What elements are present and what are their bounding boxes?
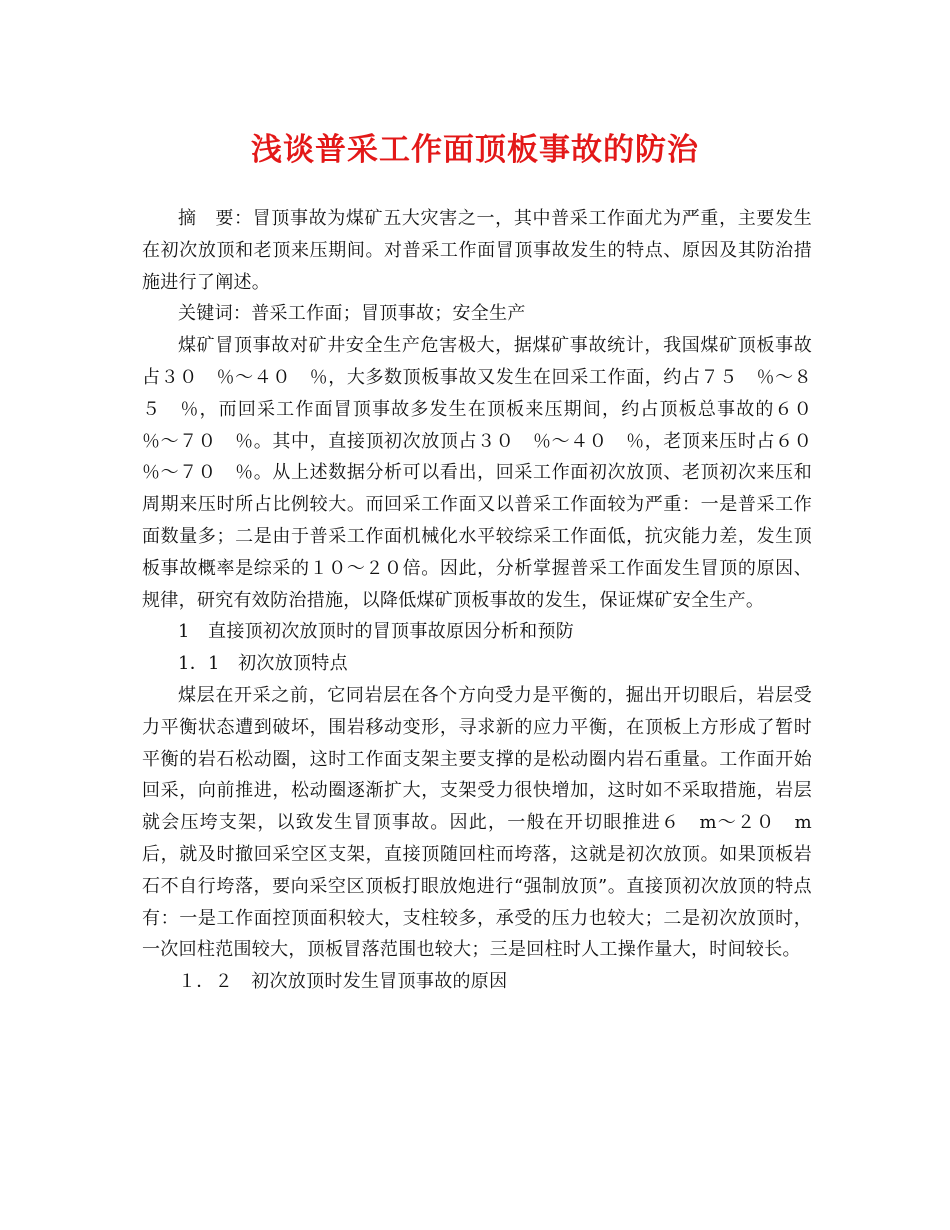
keywords-paragraph: 关键词：普采工作面；冒顶事故；安全生产 (178, 303, 526, 325)
section-1-heading: 1 直接顶初次放顶时的冒顶事故原因分析和预防 (178, 621, 575, 643)
section-1-2-heading: １．２ 初次放顶时发生冒顶事故的原因 (178, 971, 508, 993)
document-title: 浅谈普采工作面顶板事故的防治 (251, 132, 699, 168)
abstract-paragraph: 摘 要：冒顶事故为煤矿五大灾害之一，其中普采工作面尤为严重，主要发生在初次放顶和老顶来压期间。对普采工作面冒顶事故发生的特点、原因及其防治措施进行了阐述。 (142, 208, 812, 293)
section-1-1-heading: 1．1 初次放顶特点 (178, 653, 348, 675)
section-1-1-paragraph: 煤层在开采之前，它同岩层在各个方向受力是平衡的，掘出开切眼后，岩层受力平衡状态遭到破坏，围岩移动变形，寻求新的应力平衡，在顶板上方形成了暂时平衡的岩石松动圈，这时工作面支架主要支撑的是松动圈内岩石重量。工作面开始回采，向前推进，松动圈逐渐扩大，支架受力很快增加，这时如不采取措施，岩层就会压垮支架，以致发生冒顶事故。因此，一般在开切眼推进６ m～２０ m后，就及时撤回采空区支架，直接顶随回柱而垮落，这就是初次放顶。如果顶板岩石不自行垮落，要向采空区顶板打眼放炮进行“强制放顶”。直接顶初次放顶的特点有：一是工作面控顶面积较大，支柱较多，承受的压力也较大；二是初次放顶时，一次回柱范围较大，顶板冒落范围也较大；三是回柱时人工操作量大，时间较长。 (142, 684, 812, 961)
document-body (142, 203, 831, 998)
intro-paragraph: 煤矿冒顶事故对矿井安全生产危害极大，据煤矿事故统计，我国煤矿顶板事故占３０ ％～４０ ％，大多数顶板事故又发生在回采工作面，约占７５ ％～８５ ％，而回采工作面冒顶事故多发生在顶板来压期间，约占顶板总事故的６０ ％～７０ ％。其中，直接顶初次放顶占３０ ％～４０ ％，老顶来压时占６０ ％～７０ ％。从上述数据分析可以看出，回采工作面初次放顶、老顶初次来压和周期来压时所占比例较大。而回采工作面又以普采工作面较为严重：一是普采工作面数量多；二是由于普采工作面机械化水平较综采工作面低，抗灾能力差，发生顶板事故概率是综采的１０～２０倍。因此，分析掌握普采工作面发生冒顶的原因、规律，研究有效防治措施，以降低煤矿顶板事故的发生，保证煤矿安全生产。 (142, 335, 831, 611)
